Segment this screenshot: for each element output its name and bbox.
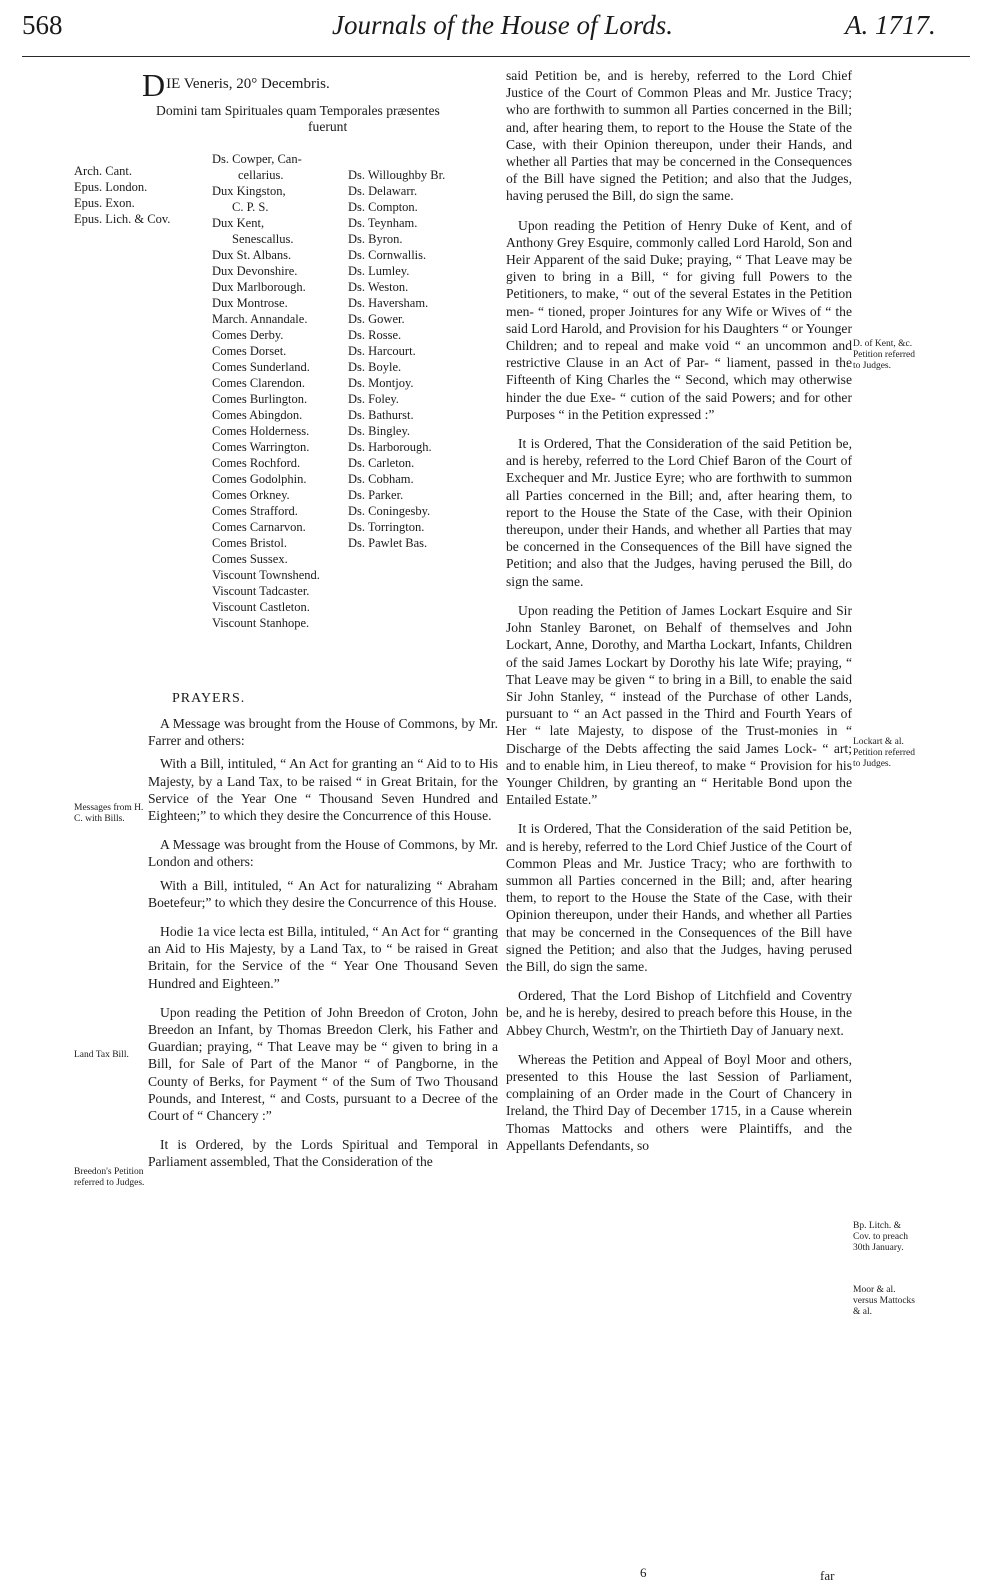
date-text: IE Veneris, 20° Decembris. bbox=[166, 76, 330, 92]
peer-entry: Ds. Bingley. bbox=[348, 424, 411, 438]
peer-entry: Viscount Tadcaster. bbox=[212, 584, 310, 598]
peer-entry: Ds. Foley. bbox=[348, 392, 399, 406]
peer-entry: Ds. Carleton. bbox=[348, 456, 415, 470]
paragraph: said Petition be, and is hereby, referred to the Lord Chief Justice of the Court of Common Pleas and Mr. Justice Tracy; who are forthwith to summon all Parties concerned in the Bill; and, after hearing them, to report to the House the State of the Case, with their Opinion thereupon, under their Hands, and whether all Parties that may be concerned in the Consequences of the Bill have signed the Petition; and also that the Judges, having perused the Bill, do sign the same. bbox=[506, 68, 852, 204]
peer-entry: Ds. Gower. bbox=[348, 312, 405, 326]
margin-note: Land Tax Bill. bbox=[74, 1050, 129, 1060]
peer-entry: Comes Rochford. bbox=[212, 456, 301, 470]
peer-entry: Ds. Pawlet Bas. bbox=[348, 536, 428, 550]
peer-entry: Comes Derby. bbox=[212, 328, 284, 342]
peer-entry: Comes Dorset. bbox=[212, 344, 287, 358]
peer-entry: Ds. Boyle. bbox=[348, 360, 402, 374]
peer-entry: Ds. Weston. bbox=[348, 280, 409, 294]
peer-entry: Ds. Cobham. bbox=[348, 472, 414, 486]
peer-entry: March. Annandale. bbox=[212, 312, 308, 326]
peer-entry: Comes Abingdon. bbox=[212, 408, 303, 422]
peer-entry: Ds. Coningesby. bbox=[348, 504, 431, 518]
attendance-list bbox=[74, 151, 498, 669]
paragraph: It is Ordered, by the Lords Spiritual and Temporal in Parliament assembled, That the Consideration of the bbox=[148, 1137, 498, 1170]
paragraph: Upon reading the Petition of Henry Duke of Kent, and of Anthony Grey Esquire, commonly called Lord Harold, Son and Heir Apparent of the said Duke; praying, “ That Leave may be given to bring in a Bill, “ for giving full Powers to the Petitioners, to make, “ out of the several Estates in the Petition men- “ tioned, proper Jointures for any Wife or Wives of “ the said Lord Harold, and Provision for his Daughters “ or Younger Children; and to repeal and make void “ an uncommon and restrictive Clause in an Act of Par- “ liament, passed in the Fifteenth of King Charles the “ Second, which may otherwise hinder the due Exe- “ cution of the said Powers; and for other Purposes “ in the Petition expressed :” bbox=[506, 217, 852, 422]
prelate-entry: Epus. Lich. & Cov. bbox=[74, 212, 171, 226]
peer-entry: Ds. Cornwallis. bbox=[348, 248, 427, 262]
peer-entry: Comes Warrington. bbox=[212, 440, 310, 454]
prelate-entry: Epus. Exon. bbox=[74, 196, 135, 210]
peer-entry: Ds. Compton. bbox=[348, 200, 418, 214]
peer-entry: Comes Clarendon. bbox=[212, 376, 306, 390]
peer-entry: Senescallus. bbox=[232, 232, 294, 246]
margin-note: Breedon's Petition referred to Judges. bbox=[74, 1167, 145, 1188]
margin-note: Moor & al. versus Mattocks & al. bbox=[853, 1285, 916, 1317]
margin-note: Messages from H. C. with Bills. bbox=[74, 803, 144, 824]
catch-word: far bbox=[820, 1568, 835, 1583]
prelate-entry: Epus. London. bbox=[74, 180, 148, 194]
date-line bbox=[142, 67, 498, 101]
paragraph: It is Ordered, That the Consideration of the said Petition be, and is hereby, referred to the Lord Chief Justice of the Court of Common Pleas and Mr. Justice Tracy; who are forthwith to summon all Parties concerned in the Bill; and, after hearing them, to report to the House the State of the Case, with their Opinion thereupon, under their Hands, and whether all Parties that may be concerned in the Consequences of the Bill have signed the Petition; and also that the Judges, having perused the Bill, do sign the same. bbox=[506, 821, 852, 974]
peer-entry: Ds. Rosse. bbox=[348, 328, 402, 342]
paragraph: Ordered, That the Lord Bishop of Litchfield and Coventry be, and he is hereby, desired to preach before this House, in the Abbey Church, Westm'r, on the Thirtieth Day of January next. bbox=[506, 988, 852, 1038]
peer-entry: C. P. S. bbox=[232, 200, 269, 214]
paragraph: A Message was brought from the House of Commons, by Mr. London and others: bbox=[148, 837, 498, 870]
prelate-entry: Arch. Cant. bbox=[74, 164, 132, 178]
peer-entry: Dux Devonshire. bbox=[212, 264, 298, 278]
peer-entry: Ds. Willoughby Br. bbox=[348, 168, 446, 182]
peer-entry: Comes Burlington. bbox=[212, 392, 308, 406]
peer-entry: Comes Bristol. bbox=[212, 536, 288, 550]
signature-mark: 6 bbox=[640, 1565, 647, 1580]
peers-list-right bbox=[348, 151, 498, 551]
paragraph: Hodie 1a vice lecta est Billa, intituled, “ An Act for “ granting an Aid to His Majesty, by a Land Tax, to “ be raised in Great Britain, for the Service of the “ Year One Thousand Seven Hundred and Eighteen.” bbox=[148, 924, 498, 991]
paragraph: With a Bill, intituled, “ An Act for granting an “ Aid to to His Majesty, by a Land Tax, to be raised “ in Great Britain, for the Service of the Year One “ Thousand Seven Hundred and Eighteen;” to which they desire the Concurrence of this House. bbox=[148, 756, 498, 824]
peer-entry: Comes Carnarvon. bbox=[212, 520, 306, 534]
margin-note: Lockart & al. Petition referred to Judges. bbox=[853, 737, 915, 769]
peer-entry: Ds. Torrington. bbox=[348, 520, 425, 534]
peer-entry: Ds. Delawarr. bbox=[348, 184, 418, 198]
peer-entry: Viscount Townshend. bbox=[212, 568, 320, 582]
page-header bbox=[0, 0, 992, 60]
peer-entry: Comes Sunderland. bbox=[212, 360, 310, 374]
peer-entry: Ds. Harborough. bbox=[348, 440, 432, 454]
right-column bbox=[506, 67, 852, 1166]
paragraph: Upon reading the Petition of James Lockart Esquire and Sir John Stanley Baronet, on Behalf of themselves and John Lockart, Anne, Dorothy, and Martha Lockart, Infants, Children of the said James Lockart by Dorothy his late Wife; praying, “ That Leave may be given “ to bring in a Bill, to enable the said Sir John Stanley, “ instead of the Purchase of other Lands, pursuant to “ an Act passed in the Third and Fourth Years of Her “ late Majesty, to dispose of the Trust-monies in “ Discharge of the Debts affecting the said James Lock- “ art; and to enable him, in Lieu thereof, to make “ Provision for his Younger Children, by granting an “ Heritable Bond upon the Entailed Estate.” bbox=[506, 602, 852, 808]
peer-entry: Viscount Castleton. bbox=[212, 600, 310, 614]
peer-entry: Dux Kent, bbox=[212, 216, 265, 230]
attendance-heading bbox=[156, 103, 498, 135]
peer-entry: Ds. Byron. bbox=[348, 232, 403, 246]
margin-note: D. of Kent, &c. Petition referred to Judges. bbox=[853, 339, 915, 371]
running-title: Journals of the House of Lords. bbox=[332, 10, 674, 40]
peer-entry: Comes Holderness. bbox=[212, 424, 310, 438]
peer-entry: Comes Strafford. bbox=[212, 504, 298, 518]
peer-entry: Ds. Lumley. bbox=[348, 264, 410, 278]
peer-entry: Dux Kingston, bbox=[212, 184, 286, 198]
peer-entry: Comes Sussex. bbox=[212, 552, 288, 566]
peer-entry: cellarius. bbox=[238, 168, 284, 182]
paragraph: Upon reading the Petition of John Breedon of Croton, John Breedon an Infant, by Thomas Breedon Clerk, his Father and Guardian; praying, “ That Leave may be “ given to bring in a Bill, for Sale of Part of the Manor “ of Pangborne, in the County of Berks, for Payment “ of the Sum of Two Thousand Pounds, and Interest, “ and Costs, pursuant to a Decree of the Court of “ Chancery :” bbox=[148, 1004, 498, 1124]
paragraph: Whereas the Petition and Appeal of Boyl Moor and others, presented to this House the last Session of Parliament, complaining of an Order made in the Court of Chancery in Ireland, the Third Day of December 1715, in a Cause wherein Thomas Mattocks and others were Plaintiffs, and the Appellants Defendants, so bbox=[506, 1051, 852, 1153]
peer-entry: Ds. Haversham. bbox=[348, 296, 429, 310]
margin-note: Bp. Litch. & Cov. to preach 30th January. bbox=[853, 1221, 909, 1253]
header-rule bbox=[22, 56, 970, 57]
prelates-list bbox=[74, 163, 194, 227]
peer-entry: Dux St. Albans. bbox=[212, 248, 292, 262]
drop-cap: D bbox=[142, 67, 166, 103]
peer-entry: Ds. Teynham. bbox=[348, 216, 418, 230]
peer-entry: Comes Orkney. bbox=[212, 488, 290, 502]
peer-entry: Ds. Parker. bbox=[348, 488, 404, 502]
peer-entry: Comes Godolphin. bbox=[212, 472, 307, 486]
peer-entry: Ds. Montjoy. bbox=[348, 376, 414, 390]
peer-entry: Dux Montrose. bbox=[212, 296, 288, 310]
peer-entry: Ds. Bathurst. bbox=[348, 408, 414, 422]
paragraph: It is Ordered, That the Consideration of the said Petition be, and is hereby, referred to the Lord Chief Baron of the Court of Exchequer and Mr. Justice Eyre; who are forthwith to summon all Parties concerned in the Bill; and, after hearing them, to report to the House the State of the Case, with their Opinion thereupon, under their Hands, and whether all Parties that may be concerned in the Consequences of the Bill have signed the Petition; and also that the Judges, having perused the Bill, do sign the same. bbox=[506, 436, 852, 589]
peer-entry: Ds. Cowper, Can- bbox=[212, 152, 302, 166]
year-mark: A. 1717. bbox=[845, 10, 936, 40]
peers-list-left bbox=[212, 151, 352, 631]
peer-entry: Ds. Harcourt. bbox=[348, 344, 416, 358]
page-number: 568 bbox=[22, 10, 63, 40]
paragraph: A Message was brought from the House of Commons, by Mr. Farrer and others: bbox=[148, 716, 498, 749]
attendance-heading-line2: fuerunt bbox=[308, 119, 348, 134]
peer-entry: Dux Marlborough. bbox=[212, 280, 306, 294]
peer-entry: Viscount Stanhope. bbox=[212, 616, 310, 630]
paragraph: With a Bill, intituled, “ An Act for naturalizing “ Abraham Boetefeur;” to which they desire the Concurrence of this House. bbox=[148, 877, 498, 910]
prayers-heading: PRAYERS. bbox=[172, 691, 246, 706]
attendance-heading-line1: Domini tam Spirituales quam Temporales præsentes bbox=[156, 103, 440, 118]
